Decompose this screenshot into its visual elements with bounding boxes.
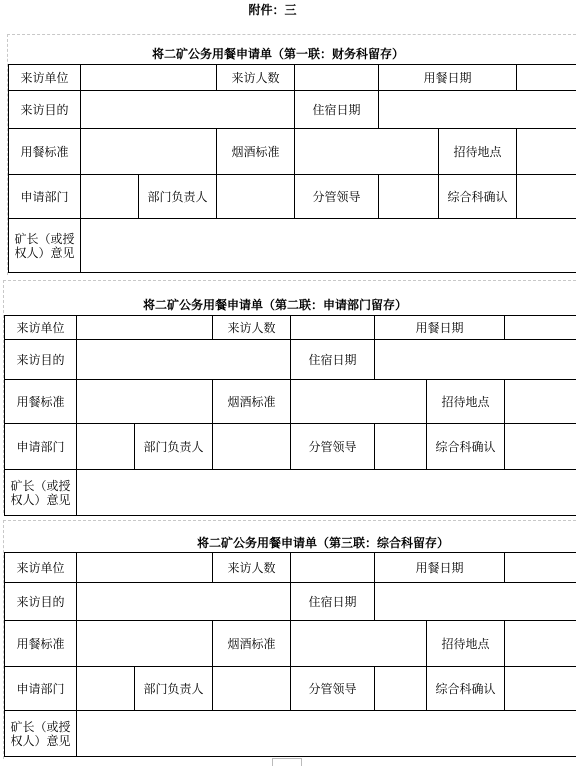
meal-standard-field[interactable] (77, 380, 213, 424)
director-opinion-label: 矿长（或授权人）意见 (5, 711, 77, 757)
visit-purpose-label: 来访目的 (5, 340, 77, 380)
visitor-unit-field[interactable] (77, 553, 213, 583)
director-opinion-label: 矿长（或授权人）意见 (5, 470, 77, 516)
visitor-unit-field[interactable] (81, 65, 217, 91)
director-opinion-field[interactable] (77, 470, 576, 516)
leader-in-charge-field[interactable] (375, 667, 427, 711)
visitor-count-field[interactable] (291, 316, 375, 340)
visitor-count-label: 来访人数 (213, 553, 291, 583)
meal-standard-field[interactable] (81, 129, 217, 175)
meal-standard-label: 用餐标准 (9, 129, 81, 175)
meal-date-field[interactable] (505, 553, 576, 583)
applying-dept-label: 申请部门 (9, 175, 81, 219)
meal-date-label: 用餐日期 (379, 65, 517, 91)
meal-standard-field[interactable] (77, 621, 213, 667)
visit-purpose-label: 来访目的 (5, 583, 77, 621)
applying-dept-field[interactable] (81, 175, 139, 219)
reception-place-label: 招待地点 (439, 129, 517, 175)
stay-date-field[interactable] (375, 583, 576, 621)
general-office-confirm-field[interactable] (517, 175, 576, 219)
meal-request-form-2 (4, 315, 576, 516)
general-office-confirm-field[interactable] (505, 424, 576, 470)
stay-date-label: 住宿日期 (291, 340, 375, 380)
general-office-confirm-label: 综合科确认 (427, 424, 505, 470)
applying-dept-field[interactable] (77, 424, 135, 470)
reception-place-label: 招待地点 (427, 380, 505, 424)
director-opinion-field[interactable] (81, 219, 576, 273)
director-opinion-label: 矿长（或授权人）意见 (9, 219, 81, 273)
meal-request-form-3 (4, 552, 576, 757)
meal-standard-label: 用餐标准 (5, 380, 77, 424)
visitor-count-field[interactable] (291, 553, 375, 583)
reception-place-field[interactable] (505, 621, 576, 667)
general-office-confirm-label: 综合科确认 (427, 667, 505, 711)
leader-in-charge-field[interactable] (375, 424, 427, 470)
meal-date-label: 用餐日期 (375, 553, 505, 583)
tobacco-alcohol-standard-field[interactable] (295, 129, 439, 175)
visit-purpose-field[interactable] (81, 91, 295, 129)
form-title: 将二矿公务用餐申请单（第三联：综合科留存） (197, 533, 449, 553)
visit-purpose-field[interactable] (77, 340, 291, 380)
dept-head-field[interactable] (213, 424, 291, 470)
applying-dept-field[interactable] (77, 667, 135, 711)
form-title: 将二矿公务用餐申请单（第一联：财务科留存） (152, 44, 404, 64)
visitor-count-field[interactable] (295, 65, 379, 91)
general-office-confirm-field[interactable] (505, 667, 576, 711)
applying-dept-label: 申请部门 (5, 424, 77, 470)
visitor-count-label: 来访人数 (213, 316, 291, 340)
stay-date-field[interactable] (375, 340, 576, 380)
stay-date-label: 住宿日期 (295, 91, 379, 129)
stay-date-field[interactable] (379, 91, 576, 129)
reception-place-field[interactable] (505, 380, 576, 424)
leader-in-charge-label: 分管领导 (291, 667, 375, 711)
meal-date-label: 用餐日期 (375, 316, 505, 340)
visitor-count-label: 来访人数 (217, 65, 295, 91)
tobacco-alcohol-standard-field[interactable] (291, 621, 427, 667)
applying-dept-label: 申请部门 (5, 667, 77, 711)
leader-in-charge-field[interactable] (379, 175, 439, 219)
form-title: 将二矿公务用餐申请单（第二联：申请部门留存） (143, 295, 407, 315)
visitor-unit-field[interactable] (77, 316, 213, 340)
reception-place-field[interactable] (517, 129, 576, 175)
attachment-label: 附件：三 (0, 0, 545, 22)
dept-head-field[interactable] (217, 175, 295, 219)
tobacco-alcohol-standard-label: 烟酒标准 (213, 621, 291, 667)
reception-place-label: 招待地点 (427, 621, 505, 667)
tobacco-alcohol-standard-label: 烟酒标准 (213, 380, 291, 424)
visitor-unit-label: 来访单位 (9, 65, 81, 91)
meal-date-field[interactable] (505, 316, 576, 340)
dept-head-label: 部门负责人 (135, 667, 213, 711)
leader-in-charge-label: 分管领导 (295, 175, 379, 219)
dept-head-field[interactable] (213, 667, 291, 711)
meal-standard-label: 用餐标准 (5, 621, 77, 667)
visitor-unit-label: 来访单位 (5, 553, 77, 583)
leader-in-charge-label: 分管领导 (291, 424, 375, 470)
tobacco-alcohol-standard-field[interactable] (291, 380, 427, 424)
meal-date-field[interactable] (517, 65, 576, 91)
dept-head-label: 部门负责人 (139, 175, 217, 219)
visit-purpose-field[interactable] (77, 583, 291, 621)
tobacco-alcohol-standard-label: 烟酒标准 (217, 129, 295, 175)
meal-request-form-1 (8, 64, 576, 273)
general-office-confirm-label: 综合科确认 (439, 175, 517, 219)
stay-date-label: 住宿日期 (291, 583, 375, 621)
visitor-unit-label: 来访单位 (5, 316, 77, 340)
visit-purpose-label: 来访目的 (9, 91, 81, 129)
director-opinion-field[interactable] (77, 711, 576, 757)
dept-head-label: 部门负责人 (135, 424, 213, 470)
